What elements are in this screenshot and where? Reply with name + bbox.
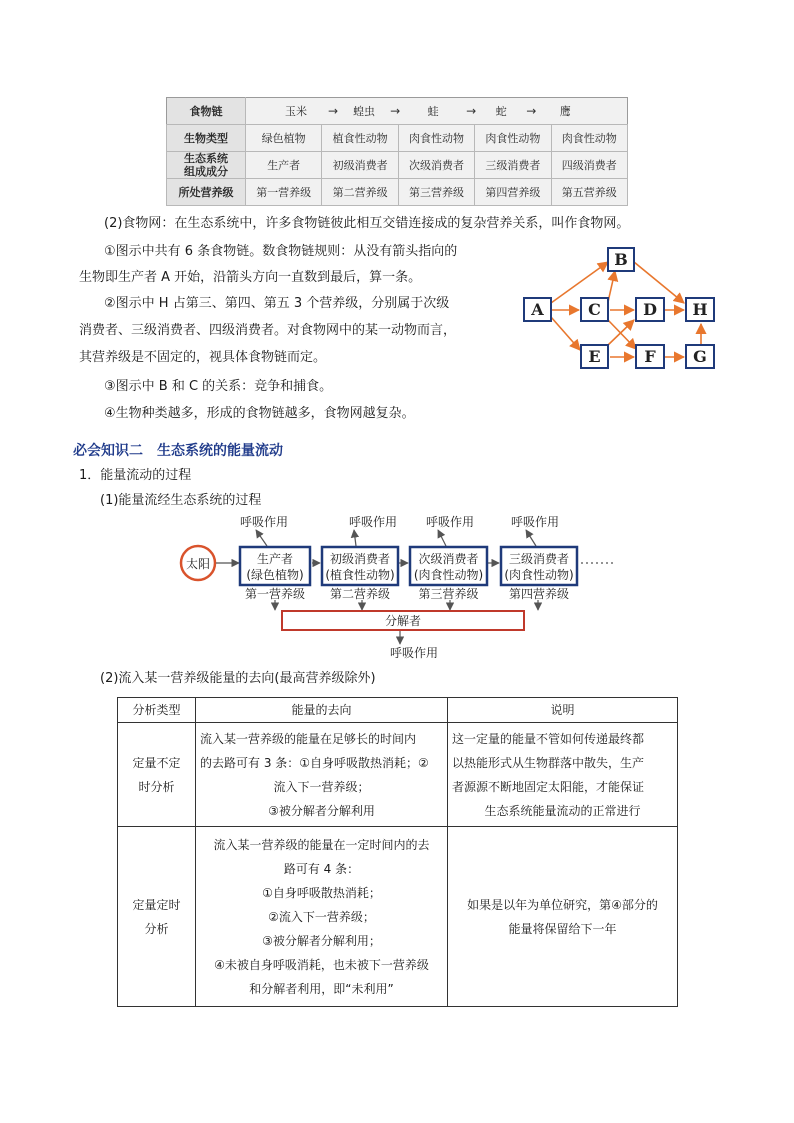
arrow-c-f bbox=[608, 320, 636, 349]
sun-label: 太阳 bbox=[185, 557, 211, 571]
respiration-label: 呼吸作用 bbox=[511, 515, 560, 529]
node-label-a: A bbox=[531, 300, 544, 319]
food-web-point-2-end: 其营养级是不固定的，视具体食物链而定。 bbox=[79, 350, 327, 365]
analysis-type-cell bbox=[118, 723, 196, 827]
table-row-header: 生物类型 bbox=[167, 125, 246, 152]
arrow-b-h bbox=[634, 262, 684, 303]
cell-line: 流入下一营养级； bbox=[273, 779, 370, 794]
energy-destination-table bbox=[117, 697, 678, 1007]
food-web-definition: (2)食物网：在生态系统中，许多食物链彼此相互交错连接成的复杂营养关系，叫作食物网。 bbox=[104, 216, 630, 231]
chain-arrow: → bbox=[328, 103, 339, 118]
chain-arrow: → bbox=[526, 103, 537, 118]
level-label: 第一营养级 bbox=[244, 587, 306, 601]
arrow-respiration-4 bbox=[526, 530, 536, 546]
table-cell: 第三营养级 bbox=[398, 179, 474, 206]
arrow-respiration-1 bbox=[256, 530, 267, 546]
secondary-consumer-label: 次级消费者 bbox=[418, 552, 479, 566]
level-label: 第二营养级 bbox=[329, 587, 391, 601]
chain-arrow: → bbox=[466, 103, 477, 118]
table-cell: 肉食性动物 bbox=[475, 125, 551, 152]
food-web-point-2: ②图示中 H 占第三、第四、第五 3 个营养级，分别属于次级 bbox=[104, 296, 450, 311]
tertiary-consumer-label: 三级消费者 bbox=[508, 552, 570, 566]
analysis-type-cell bbox=[118, 827, 196, 1007]
table-cell: 第四营养级 bbox=[475, 179, 551, 206]
cell-line: 以热能形式从生物群落中散失，生产 bbox=[452, 755, 645, 770]
food-web-point-1-cont: 生物即生产者 A 开始，沿箭头方向一直数到最后，算一条。 bbox=[79, 270, 422, 285]
cell-line: 的去路可有 3 条：①自身呼吸散热消耗；② bbox=[200, 755, 429, 770]
food-chain-row bbox=[167, 98, 628, 125]
node-label-c: C bbox=[588, 300, 601, 319]
note-cell bbox=[448, 723, 678, 827]
cell-line: 流入某一营养级的能量在一定时间内的去 bbox=[213, 837, 430, 852]
arrow-respiration-3 bbox=[438, 530, 446, 546]
food-web-point-2-cont: 消费者、三级消费者、四级消费者。对食物网中的某一动物而言， bbox=[79, 323, 457, 338]
cell-line: 定量定时 bbox=[132, 897, 181, 912]
table-cell: 第二营养级 bbox=[322, 179, 398, 206]
cell-line: 路可有 4 条： bbox=[283, 861, 360, 876]
table-cell: 肉食性动物 bbox=[398, 125, 474, 152]
node-label-f: F bbox=[644, 347, 656, 366]
destination-cell bbox=[196, 827, 448, 1007]
table-cell: 生产者 bbox=[246, 152, 322, 179]
producer-label: 生产者 bbox=[256, 552, 294, 566]
energy-flow-diagram bbox=[174, 514, 622, 664]
arrow-respiration-2 bbox=[354, 530, 356, 546]
node-label-h: H bbox=[692, 300, 708, 319]
food-web-point-3: ③图示中 B 和 C 的关系：竞争和捕食。 bbox=[104, 379, 333, 394]
table-row bbox=[167, 152, 628, 179]
subsection-heading: (1)能量流经生态系统的过程 bbox=[100, 493, 262, 508]
cell-line: 分析 bbox=[144, 921, 169, 936]
table-row bbox=[167, 125, 628, 152]
column-header: 分析类型 bbox=[118, 698, 196, 723]
column-header: 能量的去向 bbox=[196, 698, 448, 723]
cell-line: 这一定量的能量不管如何传递最终都 bbox=[452, 731, 645, 746]
table-row-header: 所处营养级 bbox=[167, 179, 246, 206]
destination-cell bbox=[196, 723, 448, 827]
cell-line: 流入某一营养级的能量在足够长的时间内 bbox=[200, 731, 417, 746]
cell-line: 生态系统能量流动的正常进行 bbox=[484, 803, 641, 818]
chain-organism: 玉米 bbox=[285, 104, 307, 118]
arrow-a-b bbox=[551, 262, 608, 303]
food-web-arrows bbox=[551, 262, 701, 357]
respiration-labels bbox=[240, 515, 559, 529]
cell-line: 定量不定 bbox=[132, 755, 181, 770]
table-row-header: 食物链 bbox=[167, 98, 246, 125]
table-row bbox=[118, 827, 678, 1007]
respiration-label: 呼吸作用 bbox=[349, 515, 398, 529]
node-label-e: E bbox=[588, 347, 601, 366]
decomposer-label: 分解者 bbox=[384, 614, 422, 628]
table-cell: 三级消费者 bbox=[475, 152, 551, 179]
node-label-d: D bbox=[643, 300, 657, 319]
section-title: 必会知识二 生态系统的能量流动 bbox=[73, 443, 283, 459]
food-chain-sequence bbox=[246, 98, 628, 125]
cell-line: ②流入下一营养级； bbox=[268, 909, 375, 924]
table-row-header bbox=[167, 152, 246, 179]
respiration-label: 呼吸作用 bbox=[426, 515, 475, 529]
producer-sub: (绿色植物) bbox=[246, 568, 304, 582]
level-label: 第三营养级 bbox=[418, 587, 479, 601]
chain-organism: 蛙 bbox=[427, 104, 439, 118]
cell-line: 时分析 bbox=[138, 779, 175, 794]
header-line: 生态系统 bbox=[184, 152, 228, 165]
table-cell: 绿色植物 bbox=[246, 125, 322, 152]
chain-organism: 鹰 bbox=[559, 104, 571, 118]
header-line: 组成成分 bbox=[184, 165, 228, 178]
table-cell: 四级消费者 bbox=[551, 152, 627, 179]
primary-consumer-sub: (植食性动物) bbox=[325, 568, 395, 582]
cell-line: 和分解者利用，即“未利用” bbox=[249, 981, 394, 996]
table-cell: 次级消费者 bbox=[398, 152, 474, 179]
arrow-a-e bbox=[551, 317, 580, 350]
table-cell: 植食性动物 bbox=[322, 125, 398, 152]
chain-arrow: → bbox=[390, 103, 401, 118]
table-row bbox=[118, 723, 678, 827]
node-label-g: G bbox=[693, 347, 707, 366]
cell-line: ①自身呼吸散热消耗； bbox=[262, 885, 381, 900]
primary-consumer-label: 初级消费者 bbox=[329, 552, 391, 566]
table-row bbox=[167, 179, 628, 206]
food-web-point-4: ④生物种类越多，形成的食物链越多，食物网越复杂。 bbox=[104, 406, 415, 421]
table-header-row bbox=[118, 698, 678, 723]
table-cell: 肉食性动物 bbox=[551, 125, 627, 152]
level-label: 第四营养级 bbox=[508, 587, 570, 601]
food-chain-table bbox=[166, 97, 628, 206]
column-header: 说明 bbox=[448, 698, 678, 723]
cell-line: 能量将保留给下一年 bbox=[508, 921, 617, 936]
node-label-b: B bbox=[614, 250, 628, 269]
cell-line: ③被分解者分解利用 bbox=[268, 803, 375, 818]
chain-organism: 蛇 bbox=[495, 104, 507, 118]
subsection-title: 1．能量流动的过程 bbox=[79, 468, 192, 483]
subsection-heading: (2)流入某一营养级能量的去向(最高营养级除外) bbox=[100, 671, 376, 686]
decomposer-respiration-label: 呼吸作用 bbox=[390, 646, 439, 660]
cell-line: ③被分解者分解利用； bbox=[262, 933, 381, 948]
note-cell bbox=[448, 827, 678, 1007]
food-web-diagram bbox=[520, 242, 720, 374]
chain-organism: 蝗虫 bbox=[353, 104, 376, 118]
table-cell: 第五营养级 bbox=[551, 179, 627, 206]
respiration-label: 呼吸作用 bbox=[240, 515, 289, 529]
cell-line: ④未被自身呼吸消耗，也未被下一营养级 bbox=[214, 957, 429, 972]
table-cell: 第一营养级 bbox=[246, 179, 322, 206]
secondary-consumer-sub: (肉食性动物) bbox=[413, 568, 484, 582]
cell-line: 者源源不断地固定太阳能，才能保证 bbox=[452, 779, 645, 794]
tertiary-consumer-sub: (肉食性动物) bbox=[504, 568, 574, 582]
cell-line: 如果是以年为单位研究，第④部分的 bbox=[467, 897, 658, 912]
arrow-c-b bbox=[608, 271, 615, 302]
food-web-point-1: ①图示中共有 6 条食物链。数食物链规则：从没有箭头指向的 bbox=[104, 244, 458, 259]
table-cell: 初级消费者 bbox=[322, 152, 398, 179]
